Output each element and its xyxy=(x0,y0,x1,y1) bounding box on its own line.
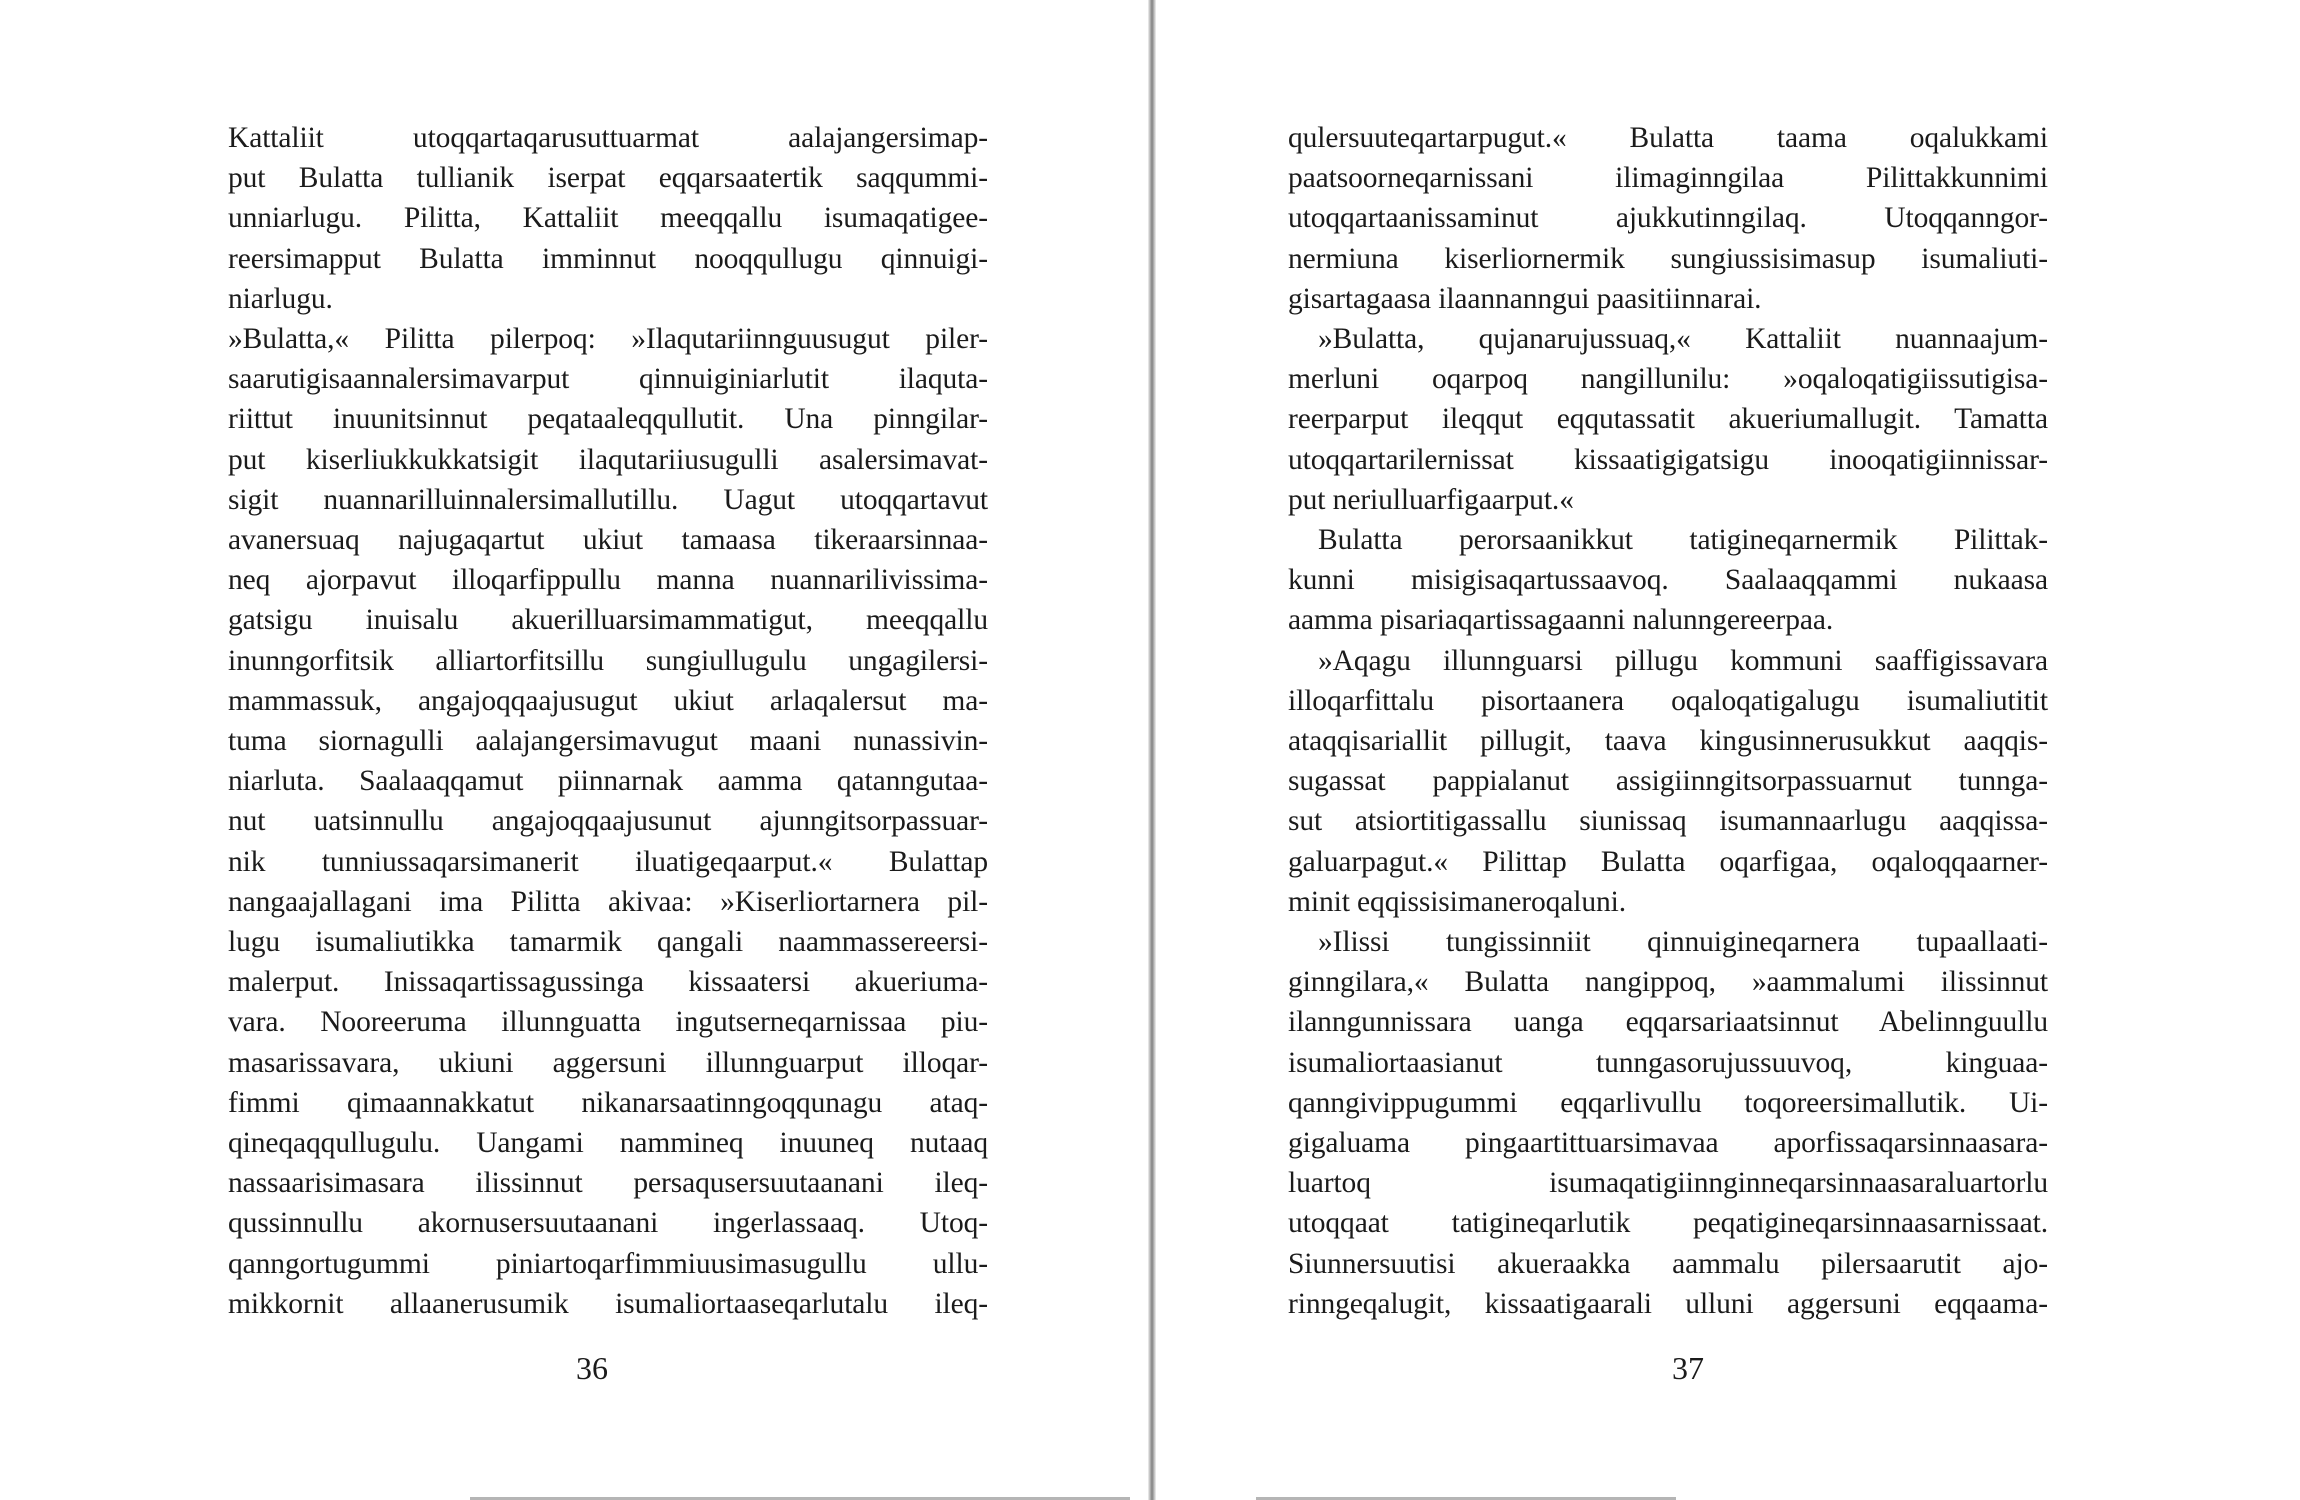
text-line: paatsoorneqarnissani ilimaginngilaa Pilittakkunnimi xyxy=(1288,162,2048,195)
text-line: lugu isumaliutikka tamarmik qangali naammassereersi- xyxy=(228,926,988,959)
text-line: mammassuk, angajoqqaajusugut ukiut arlaqalersut ma- xyxy=(228,684,988,717)
text-line: nut uatsinnullu angajoqqaajusunut ajunngitsorpassuar- xyxy=(228,805,988,838)
text-line: galuarpagut.« Pilittap Bulatta oqarfigaa, oqaloqqaarner- xyxy=(1288,845,2048,878)
text-line: isumaliortaasianut tunngasorujussuuvoq, kinguaa- xyxy=(1288,1046,2048,1079)
text-line: inunngorfitsik alliartorfitsillu sungiullugulu ungagilersi- xyxy=(228,644,988,677)
text-line: »Aqagu illunnguarsi pillugu kommuni saaffigissavara xyxy=(1318,644,2048,677)
text-line: vara. Nooreeruma illunnguatta ingutserneqarnissaa piu- xyxy=(228,1006,988,1039)
text-line: niarlugu. xyxy=(228,282,333,315)
text-line: Bulatta perorsaanikkut tatigineqarnermik Pilittak- xyxy=(1318,524,2048,557)
text-line: minit eqqissisimaneroqaluni. xyxy=(1288,885,1627,918)
text-line: ginngilara,« Bulatta nangippoq, »aammalumi ilissinnut xyxy=(1288,966,2048,999)
text-line: tuma siornagulli aalajangersimavugut maani nunassivin- xyxy=(228,725,988,758)
text-line: masarissavara, ukiuni aggersuni illunnguarput illoqar- xyxy=(228,1046,988,1079)
text-line: qanngortugummi piniartoqarfimmiuusimasugullu ullu- xyxy=(228,1247,988,1280)
text-line: »Bulatta,« Pilitta pilerpoq: »Ilaqutariinnguusugut piler- xyxy=(228,323,988,356)
text-line: fimmi qimaannakkatut nikanarsaatinngoqqunagu ataq- xyxy=(228,1086,988,1119)
text-line: qanngivippugummi eqqarlivullu toqoreersimallutik. Ui- xyxy=(1288,1086,2048,1119)
text-line: avanersuaq najugaqartut ukiut tamaasa tikeraarsinnaa- xyxy=(228,524,988,557)
left-page-text xyxy=(228,118,988,1324)
text-line: sugassat pappialanut assigiinngitsorpassuarnut tunnga- xyxy=(1288,765,2048,798)
text-line: gisartagaasa ilaannanngui paasitiinnarai. xyxy=(1288,282,1762,315)
text-line: mikkornit allaanerusumik isumaliortaaseqarlutalu ileq- xyxy=(228,1287,988,1320)
text-line: malerput. Inissaqartissagussinga kissaatersi akueriuma- xyxy=(228,966,988,999)
page-number: 36 xyxy=(576,1350,608,1386)
text-line: neq ajorpavut illoqarfippullu manna nuannarilivissima- xyxy=(228,564,988,597)
text-line: riittut inuunitsinnut peqataaleqqullutit. Una pinngilar- xyxy=(228,403,988,436)
text-line: nermiuna kiserliornermik sungiussisimasup isumaliuti- xyxy=(1288,242,2048,275)
page-number: 37 xyxy=(1672,1350,1704,1386)
text-line: aamma pisariaqartissagaanni nalunngereerpaa. xyxy=(1288,604,1834,637)
text-line: utoqqaat tatigineqarlutik peqatigineqarsinnaasarnissaat. xyxy=(1288,1207,2048,1240)
text-line: put neriulluarfigaarput.« xyxy=(1288,483,1574,516)
text-line: qineqaqqullugulu. Uangami nammineq inuuneq nutaaq xyxy=(228,1127,988,1160)
text-line: ataqqisariallit pillugit, taava kingusinnerusukkut aaqqis- xyxy=(1288,725,2048,758)
text-line: reerparput ileqqut eqqutassatit akueriumallugit. Tamatta xyxy=(1288,403,2048,436)
text-line: put kiserliukkukkatsigit ilaqutariiusugulli asalersimavat- xyxy=(228,443,988,476)
text-line: nangaajallagani ima Pilitta akivaa: »Kiserliortarnera pil- xyxy=(228,885,988,918)
text-line: saarutigisaannalersimavarput qinnuiginiarlutit ilaquta- xyxy=(228,363,988,396)
text-line: Kattaliit utoqqartaqarusuttuarmat aalajangersimap- xyxy=(228,122,988,154)
text-line: Siunnersuutisi akueraakka aammalu pilersaarutit ajo- xyxy=(1288,1247,2048,1280)
text-line: rinngeqalugit, kissaatigaarali ulluni aggersuni eqqaama- xyxy=(1288,1287,2048,1320)
text-line: kunni misigisaqartussaavoq. Saalaaqqammi nukaasa xyxy=(1288,564,2048,597)
right-page xyxy=(1156,0,2300,1500)
text-line: qussinnullu akornusersuutaanani ingerlassaaq. Utoq- xyxy=(228,1207,988,1240)
text-line: sigit nuannarilluinnalersimallutillu. Uagut utoqqartavut xyxy=(228,483,988,516)
text-line: »Bulatta, qujanarujussuaq,« Kattaliit nuannaajum- xyxy=(1318,323,2048,356)
text-line: reersimapput Bulatta imminnut nooqqullugu qinnuigi- xyxy=(228,242,988,275)
right-page-text xyxy=(1288,118,2048,1324)
text-line: put Bulatta tullianik iserpat eqqarsaatertik saqqummi- xyxy=(228,162,988,195)
text-line: merluni oqarpoq nangillunilu: »oqaloqatigiissutigisa- xyxy=(1288,363,2048,396)
text-line: sut atsiortitigassallu siunissaq isumannaarlugu aaqqissa- xyxy=(1288,805,2048,838)
text-line: nik tunniussaqarsimanerit iluatigeqaarput.« Bulattap xyxy=(228,845,988,878)
text-line: utoqqartaanissaminut ajukkutinngilaq. Utoqqanngor- xyxy=(1288,202,2048,235)
text-line: luartoq isumaqatigiinnginneqarsinnaasaraluartorlu xyxy=(1288,1167,2048,1200)
text-line: utoqqartarilernissat kissaatigigatsigu inooqatigiinnissar- xyxy=(1288,443,2048,476)
text-line: niarluta. Saalaaqqamut piinnarnak aamma qatanngutaa- xyxy=(228,765,988,798)
text-line: unniarlugu. Pilitta, Kattaliit meeqqallu isumaqatigee- xyxy=(228,202,988,235)
book-gutter xyxy=(1148,0,1156,1500)
text-line: illoqarfittalu pisortaanera oqaloqatigalugu isumaliutitit xyxy=(1288,684,2048,717)
text-line: qulersuuteqartarpugut.« Bulatta taama oqalukkami xyxy=(1288,122,2048,154)
text-line: gigaluama pingaartittuarsimavaa aporfissaqarsinnaasara- xyxy=(1288,1127,2048,1160)
text-line: »Ilissi tungissinniit qinnuigineqarnera tupaallaati- xyxy=(1318,926,2048,959)
text-line: nassaarisimasara ilissinnut persaqusersuutaanani ileq- xyxy=(228,1167,988,1200)
text-line: ilanngunnissara uanga eqqarsariaatsinnut Abelinnguullu xyxy=(1288,1006,2048,1039)
text-line: gatsigu inuisalu akuerilluarsimammatigut, meeqqallu xyxy=(228,604,988,637)
left-page xyxy=(0,0,1148,1500)
